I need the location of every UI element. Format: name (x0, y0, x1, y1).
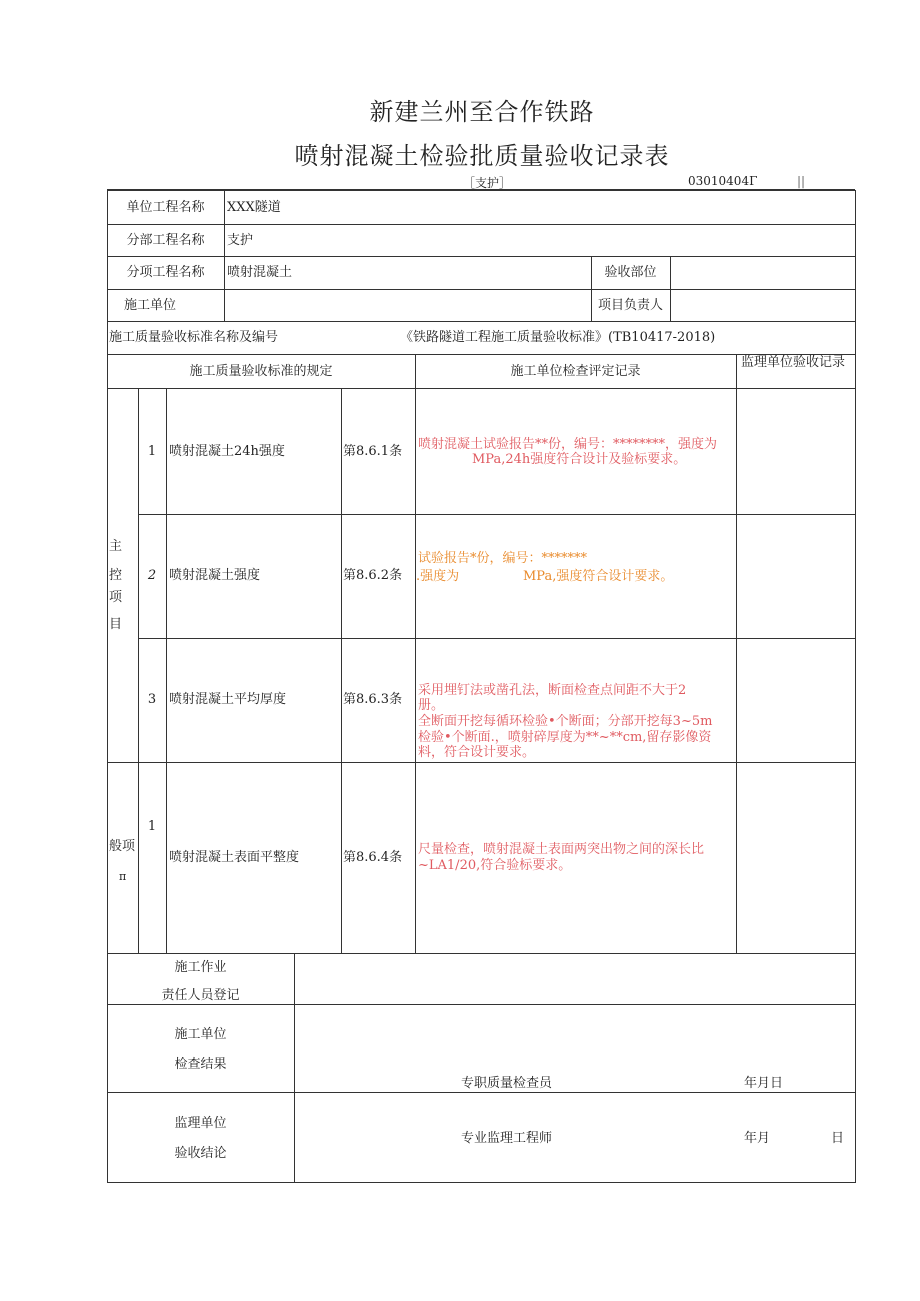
main-item-3-clause: 第8.6.3条 (343, 692, 403, 707)
main-item-2-record-line1: 试验报告*份，编号：******* (418, 551, 588, 566)
main-item-3-record-line2: 册。 (418, 698, 445, 713)
subitem-value: 喷射混凝土 (227, 265, 293, 280)
general-item-1-clause: 第8.6.4条 (343, 850, 403, 865)
main-group-label-char-1: 主 (109, 539, 123, 554)
accept-part-label: 验收部位 (604, 265, 657, 280)
supervision-label-line1: 监理单位 (174, 1116, 227, 1131)
main-item-2-clause: 第8.6.2条 (343, 568, 403, 583)
division-label: 分部工程名称 (126, 233, 205, 248)
inspector-date: 年月日 (744, 1076, 784, 1091)
main-group-label-char-3: 项 (109, 590, 123, 605)
main-item-3-record-line5: 料，符合设计要求。 (418, 745, 536, 760)
main-item-3-record-line3: 全断面开挖每循环检验•个断面；分部开挖每3~5m (418, 714, 713, 729)
general-item-1-no: 1 (147, 819, 157, 834)
category-label: ［支护］ (463, 176, 512, 190)
engineer-date-day: 日 (831, 1131, 845, 1146)
main-item-1-name: 喷射混凝土24h强度 (169, 444, 285, 459)
main-item-1-record-line2: MPa,24h强度符合设计及验标要求。 (472, 452, 687, 467)
main-group-label-char-2: 控 (109, 568, 123, 583)
page-title-line2: 喷射混凝土检验批质量验收记录表 (294, 142, 670, 170)
supervision-engineer-label: 专业监理工程师 (461, 1131, 553, 1146)
unit-project-label: 单位工程名称 (126, 200, 205, 215)
main-item-3-no: 3 (147, 692, 157, 707)
construction-unit-label: 施工单位 (124, 298, 177, 313)
quality-inspector-label: 专职质量检查员 (461, 1076, 553, 1091)
supervision-label-line2: 验收结论 (174, 1146, 227, 1161)
engineer-date-year-month: 年月 (744, 1131, 771, 1146)
project-manager-label: 项目负责人 (597, 298, 663, 313)
header-regulation: 施工质量验收标准的规定 (189, 364, 333, 379)
general-item-1-record-line1: 尺量检查，喷射混凝土表面两突出物之间的深长比 (418, 842, 705, 857)
header-check-record: 施工单位检查评定记录 (510, 364, 641, 379)
worker-label-line2: 责任人员登记 (161, 988, 240, 1003)
general-item-1-record-line2: ~LA1/20,符合验标要求。 (418, 858, 572, 873)
general-group-label-line1: 般项 (109, 839, 136, 854)
main-item-1-no: 1 (147, 444, 157, 459)
form-code: 03010404Γ (688, 174, 758, 188)
main-item-2-record-line2: .强度为 (416, 569, 460, 584)
unit-result-label-line1: 施工单位 (174, 1027, 227, 1042)
main-item-3-record-line4: 检验•个断面.，喷射碎厚度为**~**cm,留存影像资 (418, 730, 712, 745)
general-group-label-line2: π (119, 870, 127, 883)
code-marks: || (797, 174, 806, 188)
header-supervision-record: 监理单位验收记录 (741, 355, 846, 370)
unit-project-value: XXX隧道 (227, 200, 281, 215)
general-item-1-name: 喷射混凝土表面平整度 (169, 850, 300, 865)
worker-label-line1: 施工作业 (174, 960, 227, 975)
subitem-label: 分项工程名称 (126, 265, 205, 280)
unit-result-label-line2: 检查结果 (174, 1057, 227, 1072)
standard-value: 《铁路隧道工程施工质量验收标准》(TB10417-2018) (400, 330, 716, 345)
main-item-1-clause: 第8.6.1条 (343, 444, 403, 459)
main-item-2-record-line2b: MPa,强度符合设计要求。 (523, 569, 674, 584)
main-item-2-name: 喷射混凝土强度 (169, 568, 261, 583)
main-item-3-record-line1: 采用埋钉法或凿孔法，断面检查点间距不大于2 (418, 683, 687, 698)
standard-label: 施工质量验收标准名称及编号 (109, 330, 279, 345)
division-value: 支护 (227, 233, 254, 248)
main-group-label-char-4: 目 (109, 617, 123, 632)
main-item-3-name: 喷射混凝土平均厚度 (169, 692, 287, 707)
main-item-2-no: 2 (147, 568, 157, 583)
page-title-line1: 新建兰州至合作铁路 (369, 98, 595, 126)
main-item-1-record-line1: 喷射混凝土试验报告**份，编号：********，强度为 (418, 437, 718, 452)
